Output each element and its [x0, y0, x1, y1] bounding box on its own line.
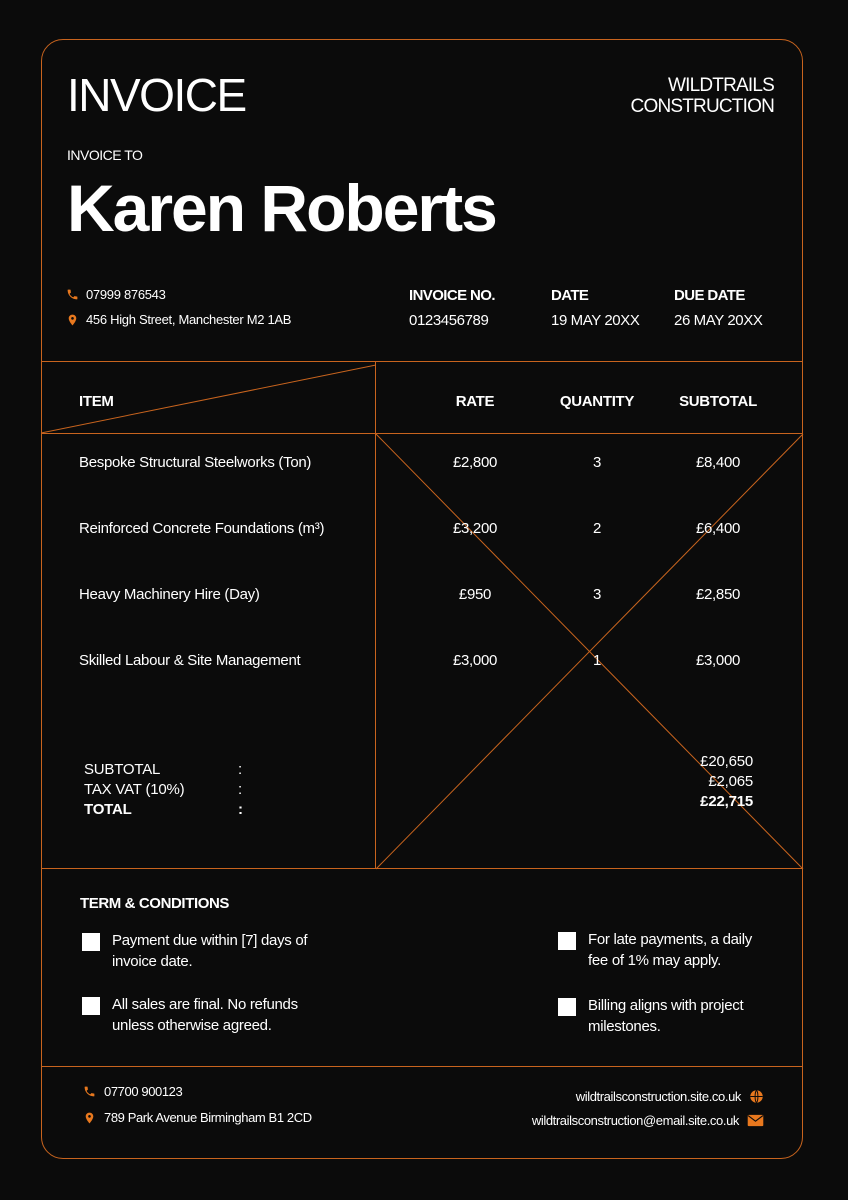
term-text — [112, 994, 298, 1036]
invoice-title: INVOICE — [67, 69, 246, 121]
row-2-rate: £3,200 — [452, 520, 498, 537]
row-2-subtotal: £6,400 — [695, 520, 741, 537]
invoice-to-label: INVOICE TO — [67, 147, 143, 163]
company-line-1: WILDTRAILS — [667, 75, 774, 96]
footer-email-text[interactable]: wildtrailsconstruction@email.site.co.uk — [531, 1113, 739, 1128]
footer-email[interactable] — [532, 1113, 764, 1128]
term-text — [588, 995, 743, 1037]
vat-value: £2,065 — [708, 773, 753, 790]
term-line: unless otherwise agreed. — [112, 1017, 272, 1034]
subtotal-label: SUBTOTAL — [84, 761, 161, 778]
subtotal-colon: : — [238, 761, 242, 778]
term-checkbox[interactable] — [558, 998, 576, 1016]
term-text — [112, 930, 307, 972]
term-checkbox[interactable] — [82, 997, 100, 1015]
client-phone-text: 07999 876543 — [86, 287, 166, 302]
term-text — [588, 929, 752, 971]
footer-address-text: 789 Park Avenue Birmingham B1 2CD — [104, 1110, 312, 1125]
company-line-2: CONSTRUCTION — [630, 96, 774, 117]
col-header-rate: RATE — [455, 393, 495, 410]
col-header-item: ITEM — [79, 393, 114, 410]
term-line: All sales are final. No refunds — [112, 996, 298, 1013]
footer-website[interactable] — [576, 1089, 764, 1104]
term-line: For late payments, a daily — [588, 931, 752, 948]
subtotal-value: £20,650 — [700, 753, 753, 770]
term-line: fee of 1% may apply. — [588, 952, 721, 969]
total-colon: : — [238, 801, 243, 818]
term-line: Billing aligns with project — [588, 997, 744, 1014]
row-2-qty: 2 — [592, 520, 602, 537]
total-label: TOTAL — [84, 801, 132, 818]
term-checkbox[interactable] — [82, 933, 100, 951]
due-date-value: 26 MAY 20XX — [674, 312, 763, 329]
col-header-subtotal: SUBTOTAL — [679, 393, 757, 410]
footer-website-text[interactable]: wildtrailsconstruction.site.co.uk — [575, 1089, 741, 1104]
row-1-subtotal: £8,400 — [695, 454, 741, 471]
footer-phone-text: 07700 900123 — [104, 1084, 183, 1099]
term-line: Payment due within [7] days of — [112, 932, 308, 949]
date-value: 19 MAY 20XX — [551, 312, 640, 329]
term-item — [82, 994, 298, 1036]
term-checkbox[interactable] — [558, 932, 576, 950]
envelope-icon — [747, 1114, 764, 1127]
totals-values — [700, 752, 753, 812]
footer-phone — [83, 1084, 182, 1099]
term-item — [558, 995, 743, 1037]
row-3-rate: £950 — [458, 586, 492, 603]
location-pin-icon — [83, 1111, 96, 1125]
row-1-qty: 3 — [592, 454, 602, 471]
vat-colon: : — [238, 781, 242, 798]
vat-label: TAX VAT (10%) — [84, 781, 185, 798]
totals-colons — [238, 760, 243, 820]
date-label: DATE — [551, 287, 589, 304]
client-address-text: 456 High Street, Manchester M2 1AB — [86, 312, 292, 327]
row-3-item: Heavy Machinery Hire (Day) — [79, 586, 260, 603]
invoice-no-value: 0123456789 — [409, 312, 489, 329]
row-4-qty: 1 — [592, 652, 602, 669]
col-header-quantity: QUANTITY — [559, 393, 635, 410]
term-item — [558, 929, 752, 971]
footer-address — [83, 1110, 312, 1125]
totals-labels — [84, 760, 184, 820]
invoice-no-label: INVOICE NO. — [409, 287, 495, 304]
row-1-item: Bespoke Structural Steelworks (Ton) — [79, 454, 312, 471]
phone-icon — [83, 1085, 96, 1098]
client-name: Karen Roberts — [67, 171, 496, 245]
globe-icon — [749, 1089, 764, 1104]
row-2-item: Reinforced Concrete Foundations (m³) — [79, 520, 325, 537]
terms-title: TERM & CONDITIONS — [80, 895, 230, 912]
term-line: invoice date. — [112, 953, 193, 970]
term-item — [82, 930, 307, 972]
due-date-label: DUE DATE — [674, 287, 745, 304]
row-1-rate: £2,800 — [452, 454, 498, 471]
row-4-item: Skilled Labour & Site Management — [79, 652, 301, 669]
term-line: milestones. — [588, 1018, 661, 1035]
row-4-subtotal: £3,000 — [695, 652, 741, 669]
row-3-subtotal: £2,850 — [695, 586, 741, 603]
total-value: £22,715 — [700, 793, 753, 810]
row-4-rate: £3,000 — [452, 652, 498, 669]
row-3-qty: 3 — [592, 586, 602, 603]
